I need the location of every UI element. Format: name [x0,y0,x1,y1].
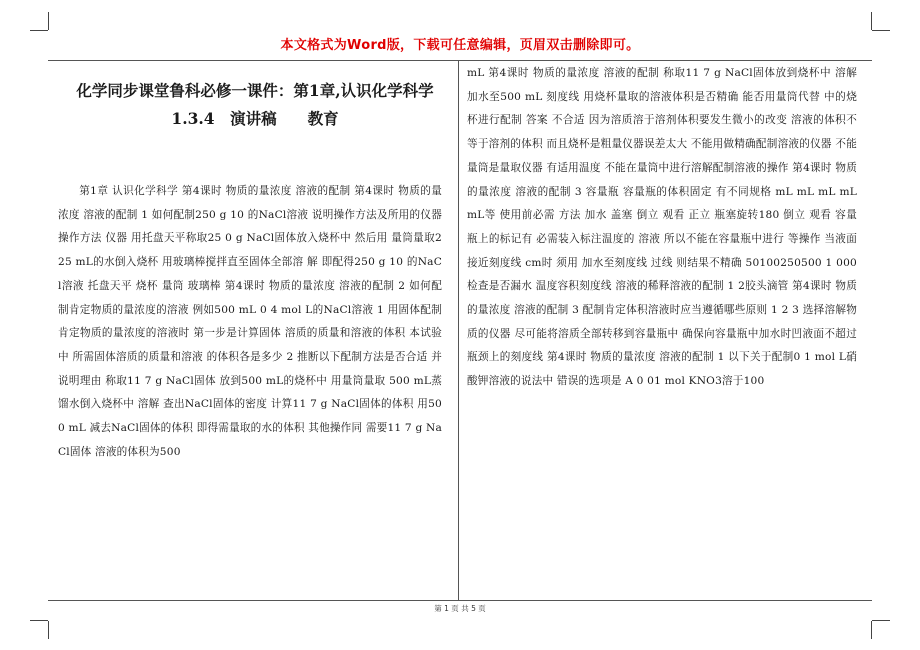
header-notice: 本文格式为Word版，下载可任意编辑，页眉双击删除即可。 [280,38,640,53]
crop-mark-bottom-right-h [872,620,890,621]
footer-rule [48,600,872,601]
crop-mark-top-left-h [30,30,48,31]
crop-mark-top-left-v [48,12,49,30]
crop-mark-top-right-h [872,30,890,31]
crop-mark-bottom-left-h [30,620,48,621]
crop-mark-top-right-v [871,12,872,30]
crop-mark-bottom-left-v [48,621,49,639]
left-column-text: 第1章 认识化学科学 第4课时 物质的量浓度 溶液的配制 第4课时 物质的量浓度 溶液的配制 1 如何配制250 g 10 的NaCl溶液 说明操作方法及所用的仪器 操作方法 仪器 用托盘天平称取25 0 g NaCl固体放入烧杯中 然后用 量筒量取225 mL的水倒入烧杯 用玻璃棒搅拌直至固体全部溶 解 即配得250 g 10 的NaCl溶液 托盘天平 烧杯 量筒 玻璃棒 第4课时 物质的量浓度 溶液的配制 2 如何配制肯定物质的量浓度的溶液 例如500 mL 0 4 mol L的NaCl溶液 1 用固体配制肯定物质的量浓度的溶液时 第一步是计算固体 溶质的质量和溶液的体积 本试验中 所需固体溶质的质量和溶液 的体积各是多少 2 推断以下配制方法是否合适 并说明理由 称取11 7 g NaCl固体 放到500 mL的烧杯中 用量筒量取 500 mL蒸馏水倒入烧杯中 溶解 查出NaCl固体的密度 计算11 7 g NaCl固体的体积 用500 mL 减去NaCl固体的体积 即得需量取的水的体积 其他操作同 需要11 7 g NaCl固体 溶液的体积为500 [58,185,442,458]
document-title: 化学同步课堂鲁科必修一课件：第1章,认识化学科学1.3.4 演讲稿 教育 [76,81,434,128]
header-rule [48,60,872,61]
page-indicator: 第 1 页 共 5 页 [434,604,486,613]
column-divider [458,60,459,600]
right-column-text: mL 第4课时 物质的量浓度 溶液的配制 称取11 7 g NaCl固体放到烧杯中 溶解 加水至500 mL 刻度线 用烧杯量取的溶液体积是否精确 能否用量筒代替 中的烧杯进行配制 答案 不合适 因为溶质溶于溶剂体积要发生微小的改变 溶液的体积不等于溶剂的体积 而且烧杯是粗量仪器误差太大 不能用做精确配制溶液的仪器 不能 量筒是量取仪器 有适用温度 不能在量筒中进行溶解配制溶液的操作 第4课时 物质的量浓度 溶液的配制 3 容量瓶 容量瓶的体积固定 有不同规格 mL mL mL mL mL等 使用前必需 方法 加水 盖塞 倒立 观看 正立 瓶塞旋转180 倒立 观看 容量瓶上的标记有 必需装入标注温度的 溶液 所以不能在容量瓶中进行 等操作 当液面接近刻度线 cm时 须用 加水至刻度线 过线 则结果不精确 50100250500 1 000 检查是否漏水 温度容积刻度线 溶液的稀释溶液的配制 1 2胶头滴管 第4课时 物质的量浓度 溶液的配制 3 配制肯定体积溶液时应当遵循哪些原则 1 2 3 选择溶解物质的仪器 尽可能将溶质全部转移到容量瓶中 确保向容量瓶中加水时凹液面不超过瓶颈上的刻度线 第4课时 物质的量浓度 溶液的配制 1 以下关于配制0 1 mol L硝酸钾溶液的说法中 错误的选项是 A 0 01 mol KNO3溶于100 [467,67,857,388]
crop-mark-bottom-right-v [871,621,872,639]
